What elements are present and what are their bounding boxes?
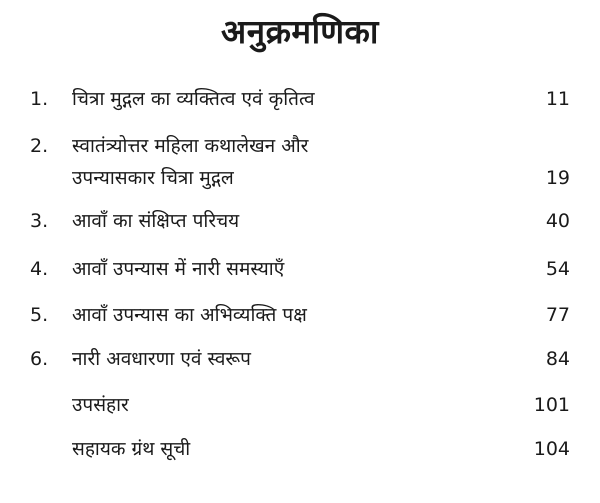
entry-number: 3. [30,210,49,232]
entry-title: आवाँ उपन्यास में नारी समस्याएँ [72,258,285,280]
entry-number: 1. [30,88,49,110]
entry-page: 11 [545,88,570,110]
entry-number: 2. [30,135,49,157]
entry-title: सहायक ग्रंथ सूची [72,438,191,460]
entry-number: 6. [30,348,49,370]
entry-page: 84 [545,348,570,370]
entry-page: 104 [533,438,570,460]
entry-title: आवाँ उपन्यास का अभिव्यक्ति पक्ष [72,304,307,326]
entry-title-line: उपन्यासकार चित्रा मुद्गल [72,167,234,189]
entry-title: आवाँ का संक्षिप्त परिचय [72,210,240,232]
entry-title: नारी अवधारणा एवं स्वरूप [72,348,251,370]
entry-title-line: स्वातंत्र्योत्तर महिला कथालेखन और [72,135,309,157]
entry-number: 5. [30,304,49,326]
entry-title: उपसंहार [72,394,129,416]
entry-page: 40 [545,210,570,232]
entry-page: 54 [545,258,570,280]
entry-title: चित्रा मुद्गल का व्यक्तित्व एवं कृतित्व [72,88,315,110]
page-title: अनुक्रमणिका [221,12,379,51]
entry-page: 19 [545,167,570,189]
entry-page: 77 [545,304,570,326]
entry-title [72,131,492,195]
entry-number: 4. [30,258,49,280]
entry-page: 101 [533,394,570,416]
